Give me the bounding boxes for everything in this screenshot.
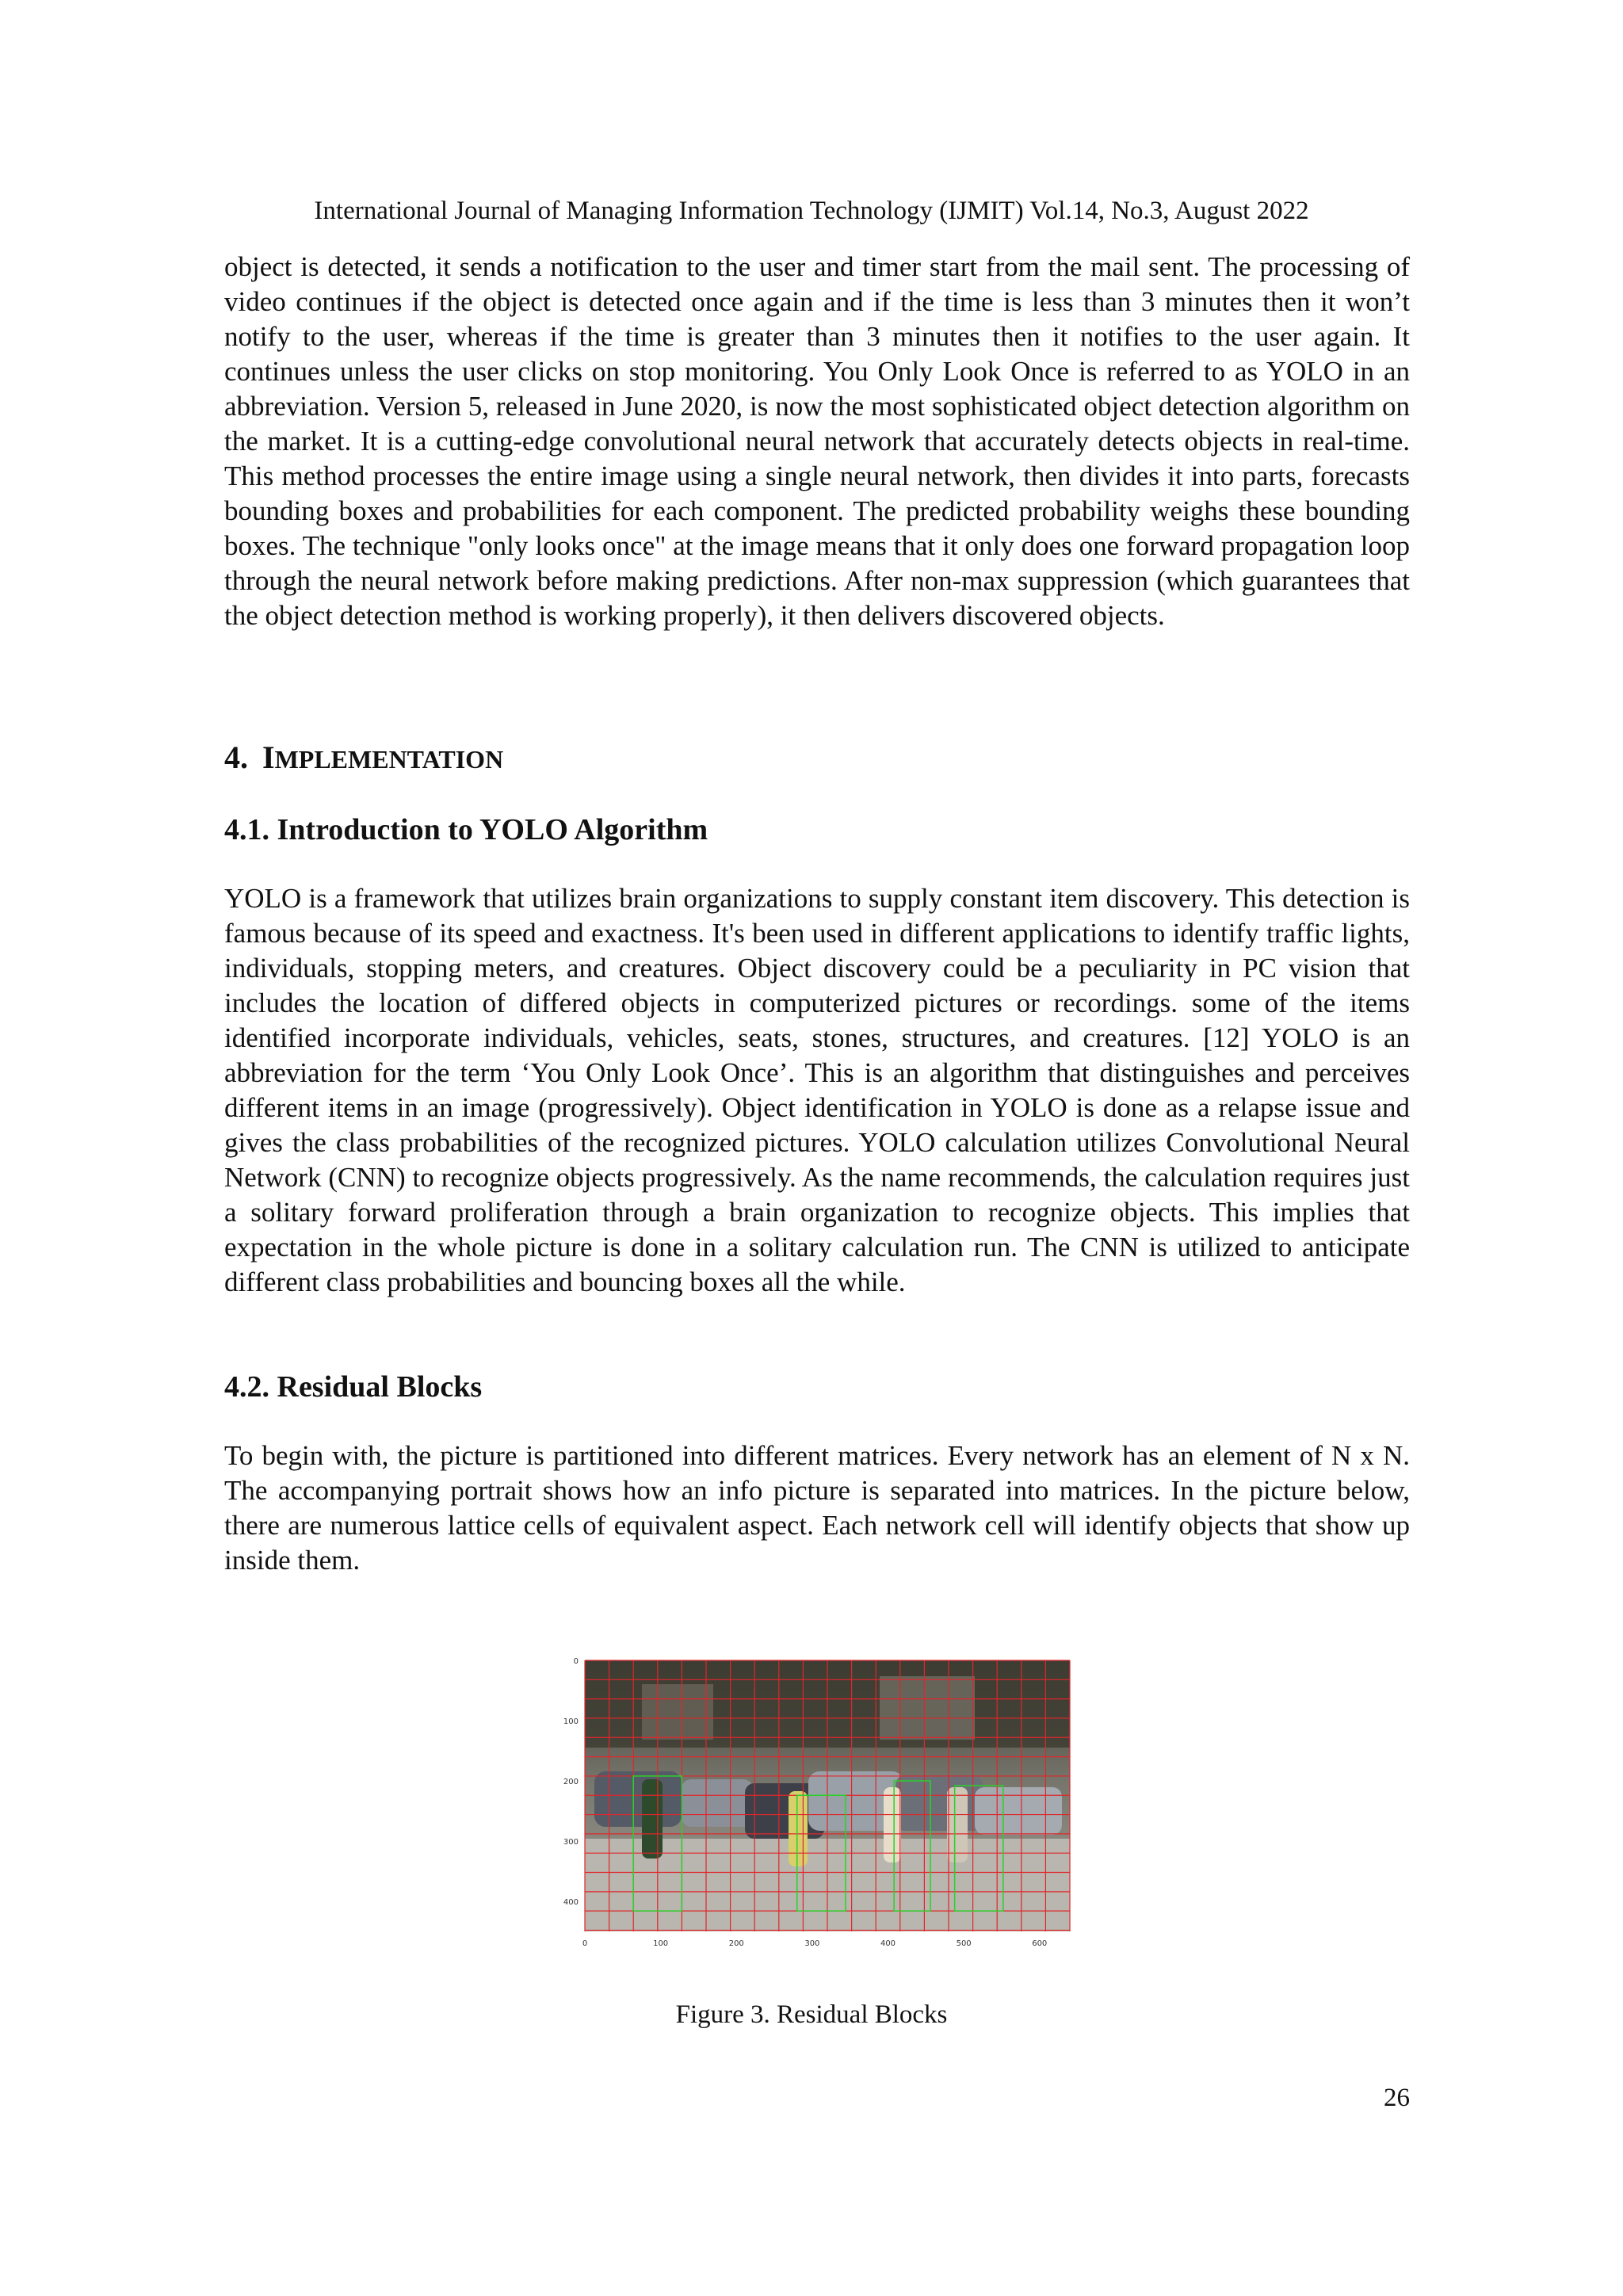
x-tick-label: 100 (653, 1939, 669, 1948)
y-tick-label: 100 (563, 1717, 579, 1726)
section-heading-implementation (224, 737, 503, 780)
residual-blocks-figure (547, 1652, 1086, 1958)
subsection-heading-residual-blocks: 4.2. Residual Blocks (224, 1370, 483, 1404)
x-tick-label: 600 (1032, 1939, 1048, 1948)
page-number: 26 (1384, 2084, 1410, 2112)
x-axis-ticks (582, 1939, 1047, 1948)
y-tick-label: 200 (563, 1778, 579, 1786)
figure-plot (547, 1652, 1086, 1958)
x-tick-label: 300 (804, 1939, 820, 1948)
y-tick-label: 400 (563, 1898, 579, 1907)
section-title-initial: I (262, 739, 275, 775)
figure-caption: Figure 3. Residual Blocks (675, 2000, 948, 2029)
yolo-intro-paragraph: YOLO is a framework that utilizes brain organizations to supply constant item discovery. This detection is famous because of its speed and exactness. It's been used in different applications to identify traffic lights, individuals, stopping meters, and creatures. Object discovery could be a peculiarity in PC vision that includes the location of differed objects in computerized pictures or recordings. some of the items identified incorporate individuals, vehicles, seats, stones, structures, and creatures. [12] YOLO is an abbreviation for the term ‘You Only Look Once’. This is an algorithm that distinguishes and perceives different items in an image (progressively). Object identification in YOLO is done as a relapse issue and gives the class probabilities of the recognized pictures. YOLO calculation utilizes Convolutional Neural Network (CNN) to recognize objects progressively. As the name recommends, the calculation requires just a solitary forward proliferation through a brain organization to recognize objects. This implies that expectation in the whole picture is done in a solitary calculation run. The CNN is utilized to anticipate different class probabilities and bouncing boxes all the while. (224, 883, 1410, 1297)
running-header: International Journal of Managing Information Technology (IJMIT) Vol.14, No.3, August 2022 (314, 197, 1309, 225)
y-tick-label: 300 (563, 1838, 579, 1847)
x-tick-label: 400 (880, 1939, 896, 1948)
x-tick-label: 0 (582, 1939, 588, 1948)
intro-paragraph: object is detected, it sends a notification to the user and timer start from the mail sent. The processing of video continues if the object is detected once again and if the time is less than 3 minutes then it won’t notify to the user, whereas if the time is greater than 3 minutes then it notifies to the user again. It continues unless the user clicks on stop monitoring. You Only Look Once is referred to as YOLO in an abbreviation. Version 5, released in June 2020, is now the most sophisticated object detection algorithm on the market. It is a cutting-edge convolutional neural network that accurately detects objects in real-time. This method processes the entire image using a single neural network, then divides it into parts, forecasts bounding boxes and probabilities for each component. The predicted probability weighs these bounding boxes. The technique "only looks once" at the image means that it only does one forward propagation loop through the neural network before making predictions. After non-max suppression (which guarantees that the object detection method is working properly), it then delivers discovered objects. (224, 251, 1410, 631)
section-number: 4. (224, 739, 248, 775)
subsection-heading-yolo-intro: 4.1. Introduction to YOLO Algorithm (224, 813, 708, 846)
section-title-rest: MPLEMENTATION (274, 745, 504, 774)
grid-overlay (585, 1660, 1070, 1931)
y-tick-label: 0 (573, 1657, 579, 1666)
x-tick-label: 200 (728, 1939, 744, 1948)
y-axis-ticks (563, 1657, 579, 1907)
residual-blocks-paragraph: To begin with, the picture is partitioned into different matrices. Every network has an element of N x N. The accompanying portrait shows how an info picture is separated into matrices. In the picture below, there are numerous lattice cells of equivalent aspect. Each network cell will identify objects that show up inside them. (224, 1440, 1410, 1576)
x-tick-label: 500 (956, 1939, 972, 1948)
